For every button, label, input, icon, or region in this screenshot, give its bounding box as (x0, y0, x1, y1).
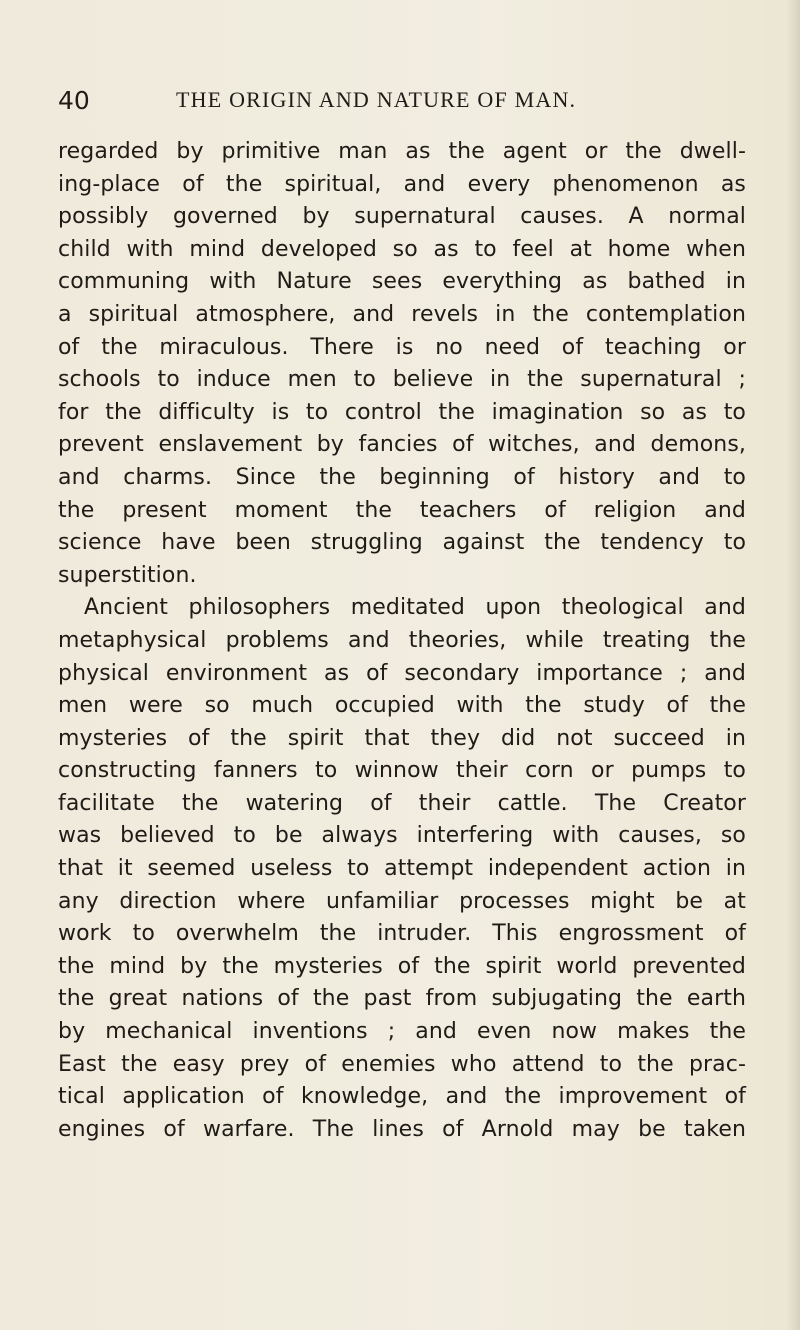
text-line: child with mind developed so as to feel at home when (58, 236, 746, 262)
text-line: constructing fanners to winnow their corn or pumps to (58, 758, 746, 784)
text-line: by mechanical inventions ; and even now makes the (58, 1019, 746, 1045)
text-line: that it seemed useless to attempt independent action in (58, 856, 746, 882)
text-line: men were so much occupied with the study of the (58, 693, 746, 719)
text-line: was believed to be always interfering with causes, so (58, 823, 746, 849)
text-line: for the difficulty is to control the imagination so as to (58, 399, 746, 425)
text-line: facilitate the watering of their cattle. The Creator (58, 790, 746, 816)
text-line: metaphysical problems and theories, while treating the (58, 627, 746, 653)
text-line: engines of warfare. The lines of Arnold may be taken (58, 1116, 746, 1142)
text-line: the present moment the teachers of religion and (58, 497, 746, 523)
running-title: THE ORIGIN AND NATURE OF MAN. (176, 87, 577, 112)
text-line: communing with Nature sees everything as bathed in (58, 269, 746, 295)
text-line: any direction where unfamiliar processes might be at (58, 888, 746, 914)
text-line: and charms. Since the beginning of history and to (58, 464, 746, 490)
text-line: work to overwhelm the intruder. This engrossment of (58, 921, 746, 947)
body-text (58, 136, 746, 1316)
text-line: possibly governed by supernatural causes. A normal (58, 204, 746, 230)
text-line: regarded by primitive man as the agent or the dwell- (58, 139, 746, 164)
text-line: prevent enslavement by fancies of witches, and demons, (58, 432, 746, 458)
text-line: tical application of knowledge, and the improvement of (58, 1084, 746, 1110)
text-line: mysteries of the spirit that they did not succeed in (58, 725, 746, 751)
text-line: schools to induce men to believe in the supernatural ; (58, 367, 746, 393)
text-line: East the easy prey of enemies who attend to the prac- (58, 1051, 746, 1077)
text-line-paragraph-start: Ancient philosophers meditated upon theological and (84, 595, 746, 621)
text-line: physical environment as of secondary importance ; and (58, 660, 746, 686)
text-line: ing-place of the spiritual, and every phenomenon as (58, 171, 746, 197)
text-line: the mind by the mysteries of the spirit world prevented (58, 953, 746, 979)
text-line-paragraph-end: superstition. (58, 562, 197, 588)
text-line: a spiritual atmosphere, and revels in the contemplation (58, 301, 746, 327)
page-edge-shadow (786, 0, 800, 1330)
running-head (58, 86, 748, 120)
text-line: of the miraculous. There is no need of teaching or (58, 334, 746, 360)
text-line: the great nations of the past from subjugating the earth (58, 986, 746, 1012)
text-line: science have been struggling against the tendency to (58, 530, 746, 556)
page-number: 40 (58, 86, 90, 115)
